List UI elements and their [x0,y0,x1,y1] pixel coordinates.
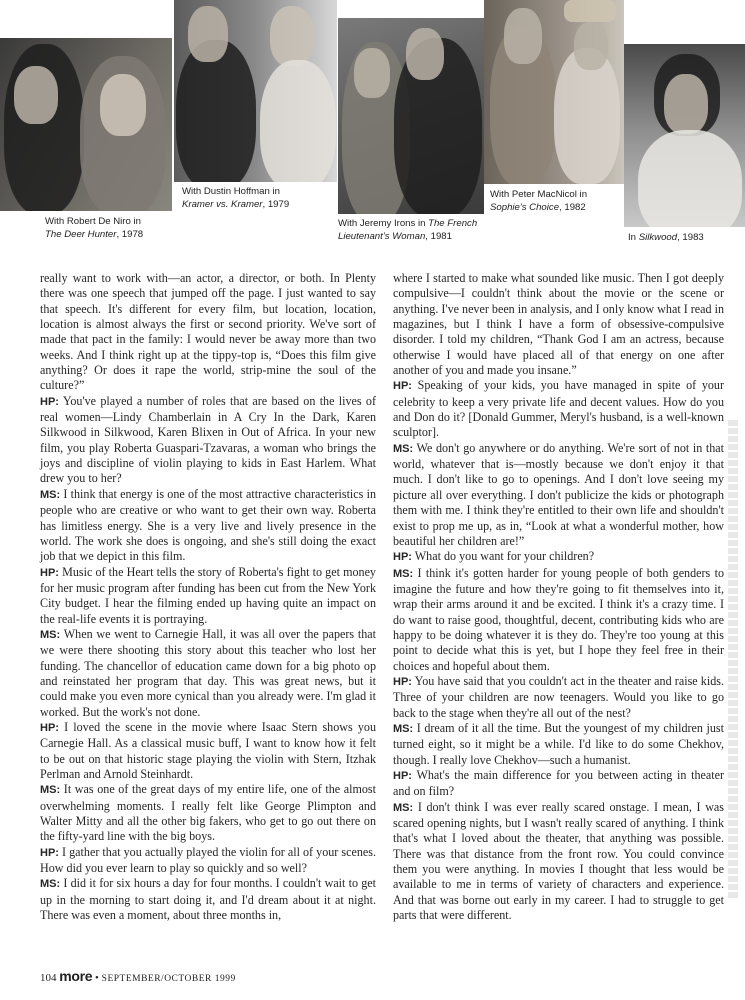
paragraph-text: What do you want for your children? [414,549,595,564]
speaker-label: HP: [40,721,59,734]
article-paragraph [40,782,376,844]
speaker-label: MS: [393,567,414,580]
photo-kramer-vs-kramer [174,0,337,182]
photo-credit-strip [728,420,738,900]
photo-deer-hunter [0,38,172,211]
caption-silkwood: In Silkwood, 1983 [628,232,704,243]
article-paragraph [40,394,376,487]
page-number: 104 [40,972,57,984]
speaker-label: HP: [393,551,412,564]
article-paragraph [40,565,376,627]
speaker-label: MS: [40,488,61,501]
speaker-label: MS: [393,801,414,814]
article-paragraph [393,549,724,565]
paragraph-text: Speaking of your kids, you have managed in spite of your celebrity to keep a very private life and decent values. How do you and Don do it? [Donald Gummer, Meryl's husband, is a well-known sculptor]. [393,378,724,440]
paragraph-text: I loved the scene in the movie where Isaac Stern shows you Carnegie Hall. As a classical music buff, I want to know how it felt to be out on that historic stage playing the violin with Stern, Itzhak Perlman and Arnold Steinhardt. [40,719,376,781]
article-paragraph [393,271,724,378]
article-column-right [393,271,724,923]
article-paragraph [393,768,724,800]
paragraph-text: really want to work with—an actor, a director, or both. In Plenty there was one speech that jumped off the page. I just wanted to say that speech. It's different for every film, but location, location, location is almost always the first or second priority. We've sort of made that pact in the family: I would never be away more than two weeks. And I think right up at the tippy-top is, “Does this film give anything? Or does it rape the world, strip-mine the soul of the culture?” [40,271,376,393]
speaker-label: MS: [393,442,414,455]
speaker-label: MS: [40,628,61,641]
speaker-label: MS: [40,878,61,891]
paragraph-text: You have said that you couldn't act in the theater and raise kids. Three of your children are now teenagers. Would you like to go back to the stage when they're all out of the nest? [393,673,724,720]
photo-sophies-choice [484,0,624,184]
caption-french-lieutenants-woman: With Jeremy Irons in The French Lieutenant’s Woman, 1981 [338,218,478,242]
article-paragraph [393,566,724,674]
speaker-label: HP: [393,380,412,393]
article-paragraph [393,800,724,924]
paragraph-text: I think it's gotten harder for young people of both genders to imagine the future and how they're going to fit themselves into it, wrap their arms around it and be excited. I think it's a crazy time. I do want to raise good, thoughtful, decent, contributing kids who are happy to be doing whatever it is they do. They're too young at this point to decide what this is yet, but I hope they feel free in their choices and hopeful about them. [393,565,724,673]
paragraph-text: where I started to make what sounded like music. Then I got deeply compulsive—I couldn't think about the movie or the scene or anything. I've never been in analysis, and I only know what I read in magazines, but I think I have a form of obsessive-compulsive disorder. I told my children, “Thank God I am an actress, because otherwise I would have placed all of that energy on one after another of you and made you insane.” [393,271,724,378]
article-paragraph [393,378,724,440]
article-paragraph [40,487,376,565]
issue-date: SEPTEMBER/OCTOBER 1999 [101,974,236,984]
photo-silkwood [624,44,745,227]
paragraph-text: We don't go anywhere or do anything. We're sort of not in that world, whatever that is—mostly because we don't enjoy it that much. I don't like to go to openings. And I don't love seeing my picture all over everything. I don't publicize the kids or photograph them with me. I think they're entitled to their own life and shouldn't exist to prop me up, as in, “Look at what a wonderful mother, how beautiful her children are!” [393,440,724,548]
paragraph-text: I think that energy is one of the most attractive characteristics in people who are creative or who want to get their own way. Roberta has limitless energy. She is a very live and lively presence in the world. The work she does is ongoing, and she's still doing the exact job that we depict in this film. [40,486,376,564]
paragraph-text: Music of the Heart tells the story of Roberta's fight to get money for her music program after funding has been cut from the New York City budget. I hear the filming ended up having quite an impact on the real-life events it is portraying. [40,564,376,626]
paragraph-text: I gather that you actually played the violin for all of your scenes. How did you ever learn to play so quickly and so well? [40,844,376,876]
speaker-label: MS: [393,722,414,735]
paragraph-text: I dream of it all the time. But the youngest of my children just turned eight, so it might be a while. I'd like to do some Chekhov, though. I really love Chekhov—such a humanist. [393,720,724,767]
speaker-label: HP: [393,770,412,782]
article-paragraph [40,845,376,877]
caption-kramer-vs-kramer: With Dustin Hoffman in Kramer vs. Kramer, 1979 [182,186,290,210]
article-paragraph [40,271,376,394]
paragraph-text: When we went to Carnegie Hall, it was all over the papers that we were there shooting this story about this teacher who lost her funding. The chancellor of education came down for a big photo op and reinstated her program that day. This was great news, but it could make you even more cynical than you already were. I'm glad it worked. But the work's not done. [40,626,376,719]
speaker-label: HP: [40,566,59,579]
paragraph-text: What's the main difference for you between acting in theater and on film? [393,768,725,799]
paragraph-text: I don't think I was ever really scared onstage. I mean, I was scared opening nights, but I wasn't really scared of anything. I think that's what I loved about the theater, that anything was possible. There was that distance from the front row. You could convince them you were anything. In movies I thought that less would be available to me in terms of variety of characters and experience. And that was borne out early in my career. I had to struggle to get parts that were different. [393,799,725,923]
paragraph-text: It was one of the great days of my entire life, one of the almost overwhelming moments. I really felt like George Plimpton and Walter Mitty and all the other big fakers, who get to go out there on the fifty-yard line with the big boys. [40,782,376,844]
photo-french-lieutenants-woman [338,18,484,214]
caption-sophies-choice: With Peter MacNicol in Sophie's Choice, 1982 [490,189,588,213]
article-paragraph [40,876,376,923]
paragraph-text: I did it for six hours a day for four months. I couldn't wait to get up in the morning to start doing it, and I'd dream about it at night. There was even a moment, about three months in, [40,876,377,923]
article-paragraph [393,721,724,768]
caption-deer-hunter: With Robert De Niro in The Deer Hunter, 1978 [45,216,144,240]
magazine-name: more [59,968,93,984]
article-column-left [40,271,376,923]
speaker-label: HP: [393,675,412,688]
article-paragraph [40,720,376,782]
page-folio: 104 more • SEPTEMBER/OCTOBER 1999 [40,968,236,984]
speaker-label: HP: [40,395,59,408]
article-paragraph [40,627,376,720]
speaker-label: MS: [40,784,61,797]
article-paragraph [393,674,724,721]
paragraph-text: You've played a number of roles that are based on the lives of real women—Lindy Chamberlain in A Cry In the Dark, Karen Silkwood in Silkwood, Karen Blixen in Out of Africa. In your new film, you play Roberta Guaspari-Tzavaras, a woman who brings the joys and discipline of violin playing to kids in East Harlem. What drew you to her? [40,393,376,486]
speaker-label: HP: [40,846,59,859]
article-paragraph [393,441,724,549]
